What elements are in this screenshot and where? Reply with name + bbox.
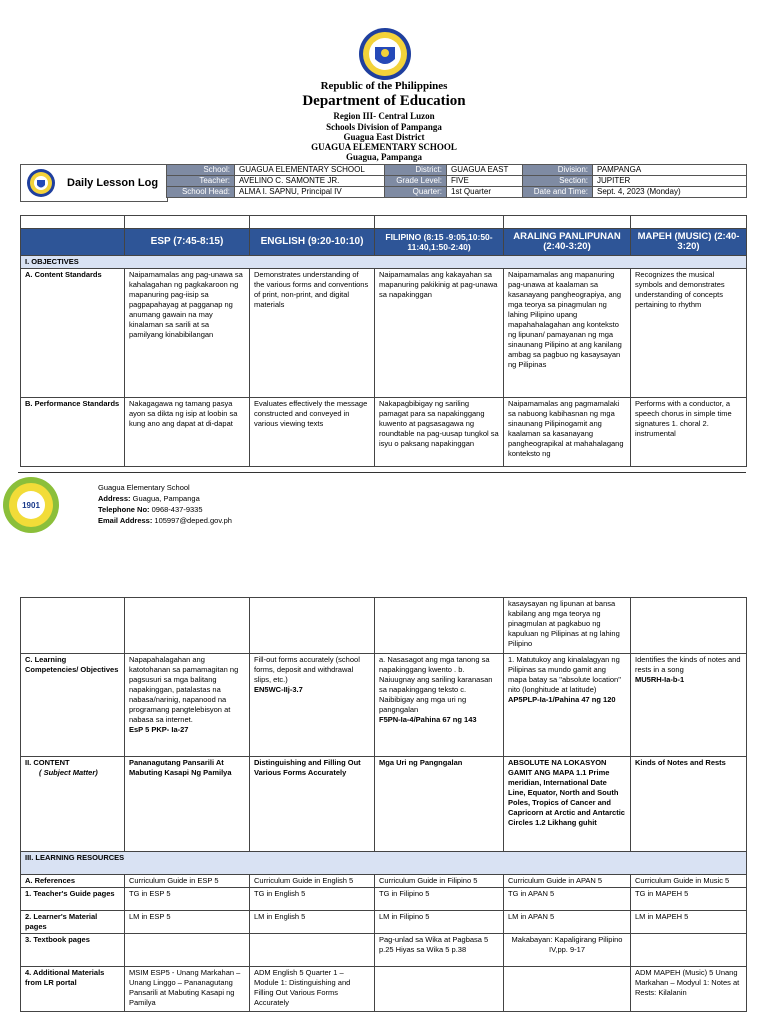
lesson-table-page2 <box>20 597 747 1012</box>
region-line: Region III- Central Luzon <box>333 111 435 121</box>
cell-perf-english: Evaluates effectively the message constructed and conveyed in various viewing texts <box>250 398 375 467</box>
cell-add-mapeh: ADM MAPEH (Music) 5 Unang Markahan – Modyul 1: Notes at Rests: Kilalanin <box>631 967 747 1012</box>
footer-school-name: Guagua Elementary School <box>98 483 190 492</box>
cell-tg-english: TG in English 5 <box>250 888 375 911</box>
footer-divider <box>18 472 746 473</box>
date-value: Sept. 4, 2023 (Monday) <box>593 187 747 198</box>
cell-perf-filipino: Nakapagbibigay ng sariling pamagat para sa napakinggang kuwento at pagsasagawa ng roundtable na pag-uusap tungkol sa isyu o paksang napakinggan <box>375 398 504 467</box>
district-label: District: <box>385 165 447 176</box>
teacher-label: Teacher: <box>167 176 235 187</box>
footer-email: Email Address: 105997@deped.gov.ph <box>98 516 232 525</box>
dll-info-table <box>166 164 747 198</box>
cell-tb-esp <box>125 934 250 967</box>
cell-add-esp: MSIM ESP5 - Unang Markahan – Unang Linggo – Pananagutang Pansarili at Mabuting Kasapi ng Pamilya <box>125 967 250 1012</box>
cell-add-english: ADM English 5 Quarter 1 – Module 1: Distinguishing and Filling Out Various Forms Accurately <box>250 967 375 1012</box>
cell-tg-filipino: TG in Filipino 5 <box>375 888 504 911</box>
cell-content-ap: Naipamamalas ang mapanuring pag-unawa at kaalaman sa kasanayang pangheograpiya, ang mga teorya sa pinagmulan ng lahing Pilipino upang mapahahalagahan ang konteksto ng lipunan/ pamayanan ng mga sinaunang Pilipino at ang kanilang ambag sa pagbuo ng kasaysayan ng Pilipinas <box>504 269 631 398</box>
col-esp: ESP (7:45-8:15) <box>125 229 250 256</box>
row-label-content-standards: A. Content Standards <box>21 269 125 398</box>
cell-perf-ap: Naipamamalas ang pagmamalaki sa nabuong kabihasnan ng mga sinaunang Pilipinogamit ang kaalaman sa kasanayang pangheograpikal at mahahalagang konteksto ng <box>504 398 631 467</box>
cell-ref-filipino: Curriculum Guide in Filipino 5 <box>375 875 504 888</box>
cell-content2-ap: ABSOLUTE NA LOKASYON GAMIT ANG MAPA 1.1 Prime meridian, International Date Line, Equator, North and South Poles, Tropics of Cancer and Capricorn at Arctic and Antarctic Circles 1.2 Likhang guhit <box>504 757 631 852</box>
division-value: PAMPANGA <box>593 165 747 176</box>
teacher-value: AVELINO C. SAMONTE JR. <box>235 176 385 187</box>
cell-content2-filipino: Mga Uri ng Pangngalan <box>375 757 504 852</box>
division-line: Schools Division of Pampanga <box>326 122 442 132</box>
cell-comp-english: Fill-out forms accurately (school forms, deposit and withdrawal slips, etc.) EN5WC-IIj-3.7 <box>250 654 375 757</box>
col-filipino: FILIPINO (8:15 -9:05,10:50-11:40,1:50-2:40) <box>375 229 504 256</box>
cell-ref-esp: Curriculum Guide in ESP 5 <box>125 875 250 888</box>
cell-tg-mapeh: TG in MAPEH 5 <box>631 888 747 911</box>
district-value: GUAGUA EAST <box>447 165 523 176</box>
section-label: Section: <box>523 176 593 187</box>
school-head-value: ALMA I. SAPNU, Principal IV <box>235 187 385 198</box>
cell-ref-ap: Curriculum Guide in APAN 5 <box>504 875 631 888</box>
cell-content-filipino: Naipamamalas ang kakayahan sa mapanuring pakikinig at pag-unawa sa napakinggan <box>375 269 504 398</box>
deped-seal-small-logo <box>26 168 56 198</box>
grade-value: FIVE <box>447 176 523 187</box>
cell-add-ap <box>504 967 631 1012</box>
cell-perf-mapeh: Performs with a conductor, a speech chorus in simple time signatures 1. choral 2. instrumental <box>631 398 747 467</box>
cell-comp-ap: 1. Matutukoy ang kinalalagyan ng Pilipinas sa mundo gamit ang mapa batay sa "absolute location" nito (longhitude at latitude) AP5PLP-Ia-1/Pahina 47 ng 120 <box>504 654 631 757</box>
quarter-value: 1st Quarter <box>447 187 523 198</box>
cell-lm-esp: LM in ESP 5 <box>125 911 250 934</box>
row-label-content: II. CONTENT ( Subject Matter) <box>21 757 125 852</box>
cell-ref-mapeh: Curriculum Guide in Music 5 <box>631 875 747 888</box>
cell-lm-english: LM in English 5 <box>250 911 375 934</box>
section-learning-resources: III. LEARNING RESOURCES <box>21 852 747 875</box>
col-araling-panlipunan: ARALING PANLIPUNAN (2:40-3:20) <box>504 229 631 256</box>
cell-tb-english <box>250 934 375 967</box>
row-label-learners-material: 2. Learner's Material pages <box>21 911 125 934</box>
cell-comp-mapeh: Identifies the kinds of notes and rests in a song MU5RH-Ia-b-1 <box>631 654 747 757</box>
section-objectives: I. OBJECTIVES <box>21 256 747 269</box>
cell-lm-ap: LM in APAN 5 <box>504 911 631 934</box>
cell-comp-esp: Napapahalagahan ang katotohanan sa pamamagitan ng pagsusuri sa mga balitang napakinggan, patalastas na nabasa/narinig, napanood na programang pangtelebisyon at nabasa sa internet. EsP 5 PKP- Ia-27 <box>125 654 250 757</box>
cell-tb-ap: Makabayan: Kapaligirang Pilipino IV,pp. 9-17 <box>504 934 631 967</box>
row-label-additional-materials: 4. Additional Materials from LR portal <box>21 967 125 1012</box>
department-title: Department of Education <box>302 93 466 109</box>
row-label-teachers-guide: 1. Teacher's Guide pages <box>21 888 125 911</box>
col-english: ENGLISH (9:20-10:10) <box>250 229 375 256</box>
dll-title: Daily Lesson Log <box>67 177 159 189</box>
cell-perf-esp: Nakagagawa ng tamang pasya ayon sa dikta ng isip at loobin sa kung ano ang dapat at di-dapat <box>125 398 250 467</box>
row-label-performance-standards: B. Performance Standards <box>21 398 125 467</box>
school-value: GUAGUA ELEMENTARY SCHOOL <box>235 165 385 176</box>
date-label: Date and Time: <box>523 187 593 198</box>
division-label: Division: <box>523 165 593 176</box>
grade-label: Grade Level: <box>385 176 447 187</box>
cell-lm-mapeh: LM in MAPEH 5 <box>631 911 747 934</box>
row-label-textbook-pages: 3. Textbook pages <box>21 934 125 967</box>
cell-content-esp: Naipamamalas ang pag-unawa sa kahalagahan ng pagkakaroon ng mapanuring pag-iisip sa pagpapahayag at pagganap ng anumang gawain na may kinalaman sa sarili at sa pamilyang kinabibilangan <box>125 269 250 398</box>
cell-tb-filipino: Pag-unlad sa Wika at Pagbasa 5 p.25 Hiyas sa Wika 5 p.38 <box>375 934 504 967</box>
school-head-label: School Head: <box>167 187 235 198</box>
cell-ref-english: Curriculum Guide in English 5 <box>250 875 375 888</box>
school-logo <box>2 476 60 534</box>
district-line: Guagua East District <box>343 132 425 142</box>
school-line: GUAGUA ELEMENTARY SCHOOL <box>311 142 457 152</box>
cell-content-english: Demonstrates understanding of the various forms and conventions of print, non-print, and digital materials <box>250 269 375 398</box>
town-line: Guagua, Pampanga <box>345 152 423 162</box>
cell-lm-filipino: LM in Filipino 5 <box>375 911 504 934</box>
footer-telephone: Telephone No: 0968-437-9335 <box>98 505 203 514</box>
deped-seal-logo <box>358 27 412 81</box>
quarter-label: Quarter: <box>385 187 447 198</box>
cell-content2-english: Distinguishing and Filling Out Various Forms Accurately <box>250 757 375 852</box>
col-mapeh: MAPEH (MUSIC) (2:40-3:20) <box>631 229 747 256</box>
cell-tg-ap: TG in APAN 5 <box>504 888 631 911</box>
footer-address: Address: Guagua, Pampanga <box>98 494 200 503</box>
section-value: JUPITER <box>593 176 747 187</box>
cell-content-ap-continued: kasaysayan ng lipunan at bansa kabilang ang mga teorya ng pinagmulan at pagkabuo ng kapuluan ng Pilipinas at ng lahing Pilipino <box>504 598 631 654</box>
cell-tg-esp: TG in ESP 5 <box>125 888 250 911</box>
cell-content2-mapeh: Kinds of Notes and Rests <box>631 757 747 852</box>
cell-content2-esp: Pananagutang Pansarili At Mabuting Kasapi Ng Pamilya <box>125 757 250 852</box>
republic-line: Republic of the Philippines <box>320 80 448 92</box>
row-label-references: A. References <box>21 875 125 888</box>
cell-add-filipino <box>375 967 504 1012</box>
school-logo-year: 1901 <box>22 501 40 510</box>
cell-content-mapeh: Recognizes the musical symbols and demonstrates understanding of concepts pertaining to rhythm <box>631 269 747 398</box>
cell-comp-filipino: a. Nasasagot ang mga tanong sa napakinggang kwento . b. Naiuugnay ang sariling karanasan sa napakinggang teksto c. Naibibigay ang mga uri ng pangngalan F5PN-Ia-4/Pahina 67 ng 143 <box>375 654 504 757</box>
lesson-table-page1 <box>20 215 747 467</box>
dll-title-box <box>20 164 168 202</box>
school-label: School: <box>167 165 235 176</box>
cell-tb-mapeh <box>631 934 747 967</box>
row-label-learning-competencies: C. Learning Competencies/ Objectives <box>21 654 125 757</box>
